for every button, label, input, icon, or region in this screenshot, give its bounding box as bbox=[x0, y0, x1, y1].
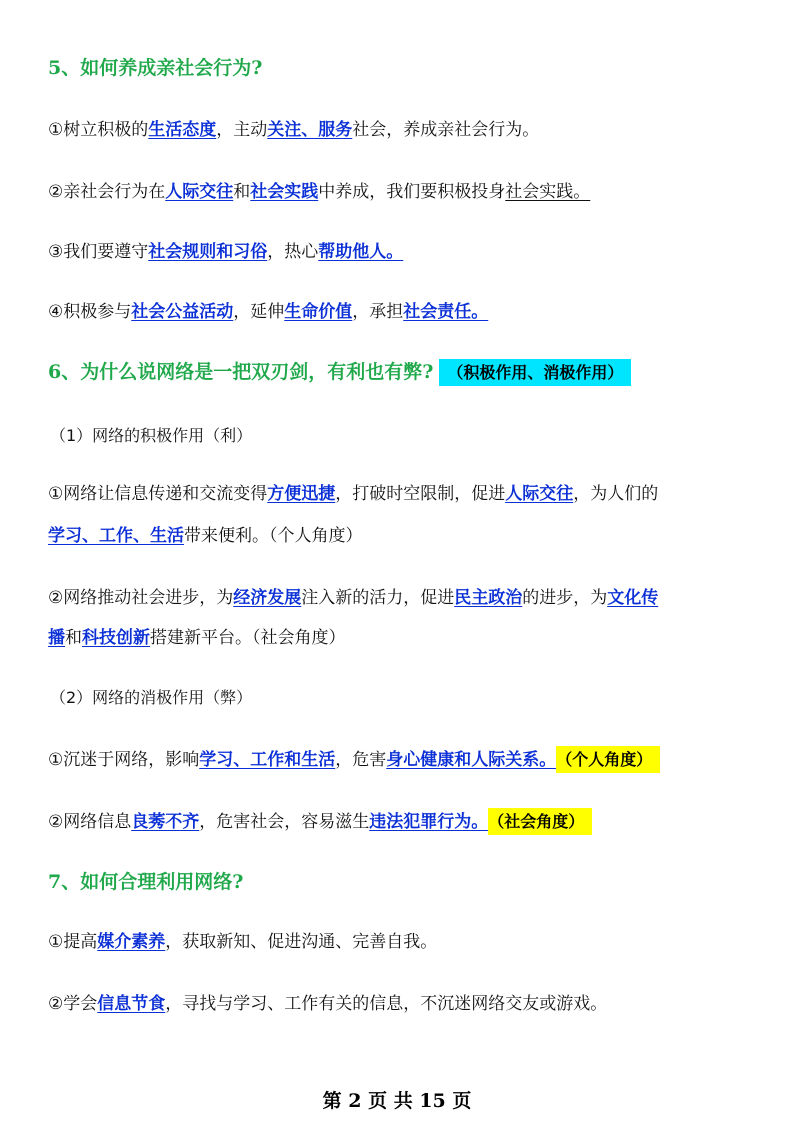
q5-point-4 bbox=[48, 300, 488, 324]
text: ①提高 bbox=[48, 932, 98, 952]
text: ，获取新知、促进沟通、完善自我。 bbox=[165, 932, 438, 952]
q6-subheading-1: （1）网络的积极作用（利） bbox=[50, 426, 253, 445]
text: ①网络让信息传递和交流变得 bbox=[48, 484, 268, 504]
keyword: 生活态度 bbox=[148, 120, 217, 140]
text: ②网络信息 bbox=[48, 812, 132, 832]
text: 带来便利。（个人角度） bbox=[184, 526, 363, 546]
q7-point-1 bbox=[48, 930, 437, 954]
text: 和 bbox=[233, 182, 251, 202]
text: ①沉迷于网络，影响 bbox=[48, 750, 200, 770]
highlight-tag: （个人角度） bbox=[556, 746, 660, 773]
q6-point-4 bbox=[48, 810, 592, 834]
keyword: 信息节食 bbox=[97, 994, 166, 1014]
keyword: 身心健康和人际关系。 bbox=[386, 750, 557, 770]
text: ②亲社会行为在 bbox=[48, 182, 166, 202]
q6-point-1-line2 bbox=[48, 524, 363, 548]
text: ，危害 bbox=[335, 750, 387, 770]
highlight-tag: （积极作用、消极作用） bbox=[439, 359, 631, 386]
keyword: 社会实践 bbox=[250, 182, 319, 202]
underlined-text: 社会实践。 bbox=[505, 182, 591, 202]
keyword: 经济发展 bbox=[233, 588, 302, 608]
text: 社会，养成亲社会行为。 bbox=[352, 120, 540, 140]
q6-heading-text: 6、为什么说网络是一把双刃剑，有利也有弊? bbox=[48, 361, 434, 383]
keyword: 人际交往 bbox=[505, 484, 574, 504]
text: ，主动 bbox=[216, 120, 268, 140]
q7-point-2 bbox=[48, 992, 607, 1016]
text: 搭建新平台。（社会角度） bbox=[150, 628, 346, 648]
keyword: 播 bbox=[48, 628, 65, 648]
keyword: 关注、服务 bbox=[267, 120, 353, 140]
q6-heading bbox=[48, 360, 631, 385]
q5-point-2 bbox=[48, 180, 590, 204]
page-footer: 第 2 页 共 15 页 bbox=[322, 1090, 472, 1112]
text: ②网络推动社会进步，为 bbox=[48, 588, 234, 608]
keyword: 媒介素养 bbox=[97, 932, 166, 952]
q7-heading: 7、如何合理利用网络? bbox=[48, 871, 244, 893]
text: ，打破时空限制，促进 bbox=[335, 484, 506, 504]
text: 和 bbox=[65, 628, 82, 648]
keyword: 人际交往 bbox=[165, 182, 234, 202]
text: ③我们要遵守 bbox=[48, 242, 149, 262]
text: ②学会 bbox=[48, 994, 98, 1014]
keyword: 社会责任。 bbox=[403, 302, 489, 322]
keyword: 民主政治 bbox=[454, 588, 523, 608]
keyword: 学习、工作、生活 bbox=[48, 526, 184, 546]
q5-heading: 5、如何养成亲社会行为? bbox=[48, 57, 263, 79]
text: ，危害社会，容易滋生 bbox=[199, 812, 370, 832]
q5-point-1 bbox=[48, 118, 539, 142]
text: ①树立积极的 bbox=[48, 120, 149, 140]
keyword: 生命价值 bbox=[284, 302, 353, 322]
keyword: 违法犯罪行为。 bbox=[369, 812, 489, 832]
q6-point-1-line1 bbox=[48, 482, 658, 506]
keyword: 学习、工作和生活 bbox=[199, 750, 336, 770]
text: ，承担 bbox=[352, 302, 404, 322]
q6-subheading-2: （2）网络的消极作用（弊） bbox=[50, 688, 253, 707]
text: 中养成，我们要积极投身 bbox=[318, 182, 506, 202]
text: ④积极参与 bbox=[48, 302, 132, 322]
q6-point-2-line2 bbox=[48, 626, 346, 650]
keyword: 社会公益活动 bbox=[131, 302, 234, 322]
keyword: 文化传 bbox=[607, 588, 659, 608]
highlight-tag: （社会角度） bbox=[488, 808, 592, 835]
keyword: 帮助他人。 bbox=[318, 242, 404, 262]
q5-point-3 bbox=[48, 240, 403, 264]
text: ，寻找与学习、工作有关的信息，不沉迷网络交友或游戏。 bbox=[165, 994, 608, 1014]
q6-point-2-line1 bbox=[48, 586, 658, 610]
text: ，热心 bbox=[267, 242, 319, 262]
keyword: 社会规则和习俗 bbox=[148, 242, 268, 262]
keyword: 良莠不齐 bbox=[131, 812, 200, 832]
keyword: 科技创新 bbox=[82, 628, 150, 648]
text: ，延伸 bbox=[233, 302, 285, 322]
text: ，为人们的 bbox=[573, 484, 659, 504]
keyword: 方便迅捷 bbox=[267, 484, 336, 504]
text: 的进步，为 bbox=[522, 588, 608, 608]
text: 注入新的活力，促进 bbox=[301, 588, 455, 608]
q6-point-3 bbox=[48, 748, 660, 772]
